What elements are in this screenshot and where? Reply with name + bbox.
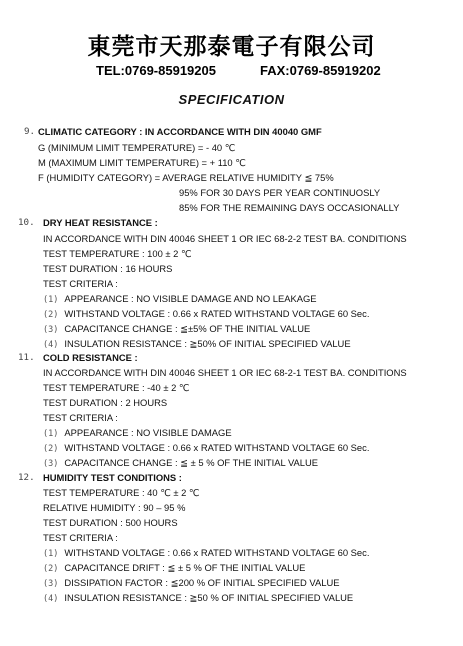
cold-criteria-label: TEST CRITERIA : (43, 412, 118, 423)
section-title-climatic: CLIMATIC CATEGORY : IN ACCORDANCE WITH DIN 40040 GMF (38, 126, 322, 137)
cold-standard: IN ACCORDANCE WITH DIN 40046 SHEET 1 OR IEC 68-2-1 TEST BA. CONDITIONS (43, 367, 407, 378)
criteria-text: INSULATION RESISTANCE : ≧50 % OF INITIAL SPECIFIED VALUE (64, 592, 354, 603)
criteria-number: (3) (43, 459, 59, 469)
dry-heat-temperature: TEST TEMPERATURE : 100 ± 2 ℃ (43, 248, 192, 259)
criteria-text: CAPACITANCE CHANGE : ≦ ± 5 % OF THE INITIAL VALUE (64, 457, 319, 468)
dry-heat-standard: IN ACCORDANCE WITH DIN 40046 SHEET 1 OR IEC 68-2-2 TEST BA. CONDITIONS (43, 233, 407, 244)
climatic-f-85: 85% FOR THE REMAINING DAYS OCCASIONALLY (179, 202, 400, 213)
dry-heat-criteria-label: TEST CRITERIA : (43, 278, 118, 289)
cold-temperature: TEST TEMPERATURE : -40 ± 2 ℃ (43, 382, 190, 393)
criteria-item (43, 592, 353, 604)
criteria-text: APPEARANCE : NO VISIBLE DAMAGE AND NO LEAKAGE (64, 293, 317, 304)
document-title: SPECIFICATION (178, 92, 285, 107)
section-number: 12. (18, 472, 35, 483)
humidity-temperature: TEST TEMPERATURE : 40 ℃ ± 2 ℃ (43, 487, 200, 498)
criteria-text: WITHSTAND VOLTAGE : 0.66 x RATED WITHSTAND VOLTAGE 60 Sec. (64, 308, 370, 319)
section-number: 11. (18, 352, 35, 363)
criteria-number: (4) (43, 594, 59, 604)
dry-heat-duration: TEST DURATION : 16 HOURS (43, 263, 173, 274)
section-title-dry-heat: DRY HEAT RESISTANCE : (43, 217, 158, 228)
criteria-number: (2) (43, 310, 59, 320)
criteria-item (43, 338, 351, 350)
criteria-text: WITHSTAND VOLTAGE : 0.66 x RATED WITHSTAND VOLTAGE 60 Sec. (64, 547, 370, 558)
criteria-number: (2) (43, 564, 59, 574)
criteria-item (43, 547, 369, 559)
criteria-text: DISSIPATION FACTOR : ≦200 % OF INITIAL SPECIFIED VALUE (64, 577, 340, 588)
criteria-number: (1) (43, 295, 59, 305)
climatic-m: M (MAXIMUM LIMIT TEMPERATURE) = + 110 ℃ (38, 157, 246, 168)
climatic-f-95: 95% FOR 30 DAYS PER YEAR CONTINUOSLY (179, 187, 381, 198)
telephone: TEL:0769-85919205 (96, 63, 216, 78)
climatic-g: G (MINIMUM LIMIT TEMPERATURE) = - 40 ℃ (38, 142, 236, 153)
section-title-cold: COLD RESISTANCE : (43, 352, 138, 363)
section-number: 10. (18, 217, 35, 228)
criteria-item (43, 457, 318, 469)
criteria-text: CAPACITANCE DRIFT : ≦ ± 5 % OF THE INITIAL VALUE (64, 562, 306, 573)
fax: FAX:0769-85919202 (260, 63, 381, 78)
criteria-item (43, 293, 317, 305)
company-name: 東莞市天那泰電子有限公司 (87, 33, 376, 60)
criteria-text: INSULATION RESISTANCE : ≧50% OF INITIAL SPECIFIED VALUE (64, 338, 351, 349)
criteria-number: (1) (43, 429, 59, 439)
cold-duration: TEST DURATION : 2 HOURS (43, 397, 168, 408)
section-title-humidity: HUMIDITY TEST CONDITIONS : (43, 472, 182, 483)
criteria-text: WITHSTAND VOLTAGE : 0.66 x RATED WITHSTAND VOLTAGE 60 Sec. (64, 442, 370, 453)
criteria-item (43, 442, 369, 454)
criteria-item (43, 427, 232, 439)
humidity-duration: TEST DURATION : 500 HOURS (43, 517, 178, 528)
criteria-number: (1) (43, 549, 59, 559)
climatic-f: F (HUMIDITY CATEGORY) = AVERAGE RELATIVE HUMIDITY ≦ 75% (38, 172, 334, 183)
criteria-text: CAPACITANCE CHANGE : ≦±5% OF THE INITIAL VALUE (64, 323, 311, 334)
section-number: 9. (24, 126, 36, 137)
criteria-item (43, 577, 339, 589)
criteria-number: (4) (43, 340, 59, 350)
humidity-criteria-label: TEST CRITERIA : (43, 532, 118, 543)
criteria-text: APPEARANCE : NO VISIBLE DAMAGE (64, 427, 232, 438)
criteria-item (43, 323, 310, 335)
criteria-number: (3) (43, 325, 59, 335)
criteria-number: (2) (43, 444, 59, 454)
criteria-item (43, 308, 369, 320)
humidity-relative: RELATIVE HUMIDITY : 90 – 95 % (43, 502, 186, 513)
criteria-number: (3) (43, 579, 59, 589)
criteria-item (43, 562, 305, 574)
